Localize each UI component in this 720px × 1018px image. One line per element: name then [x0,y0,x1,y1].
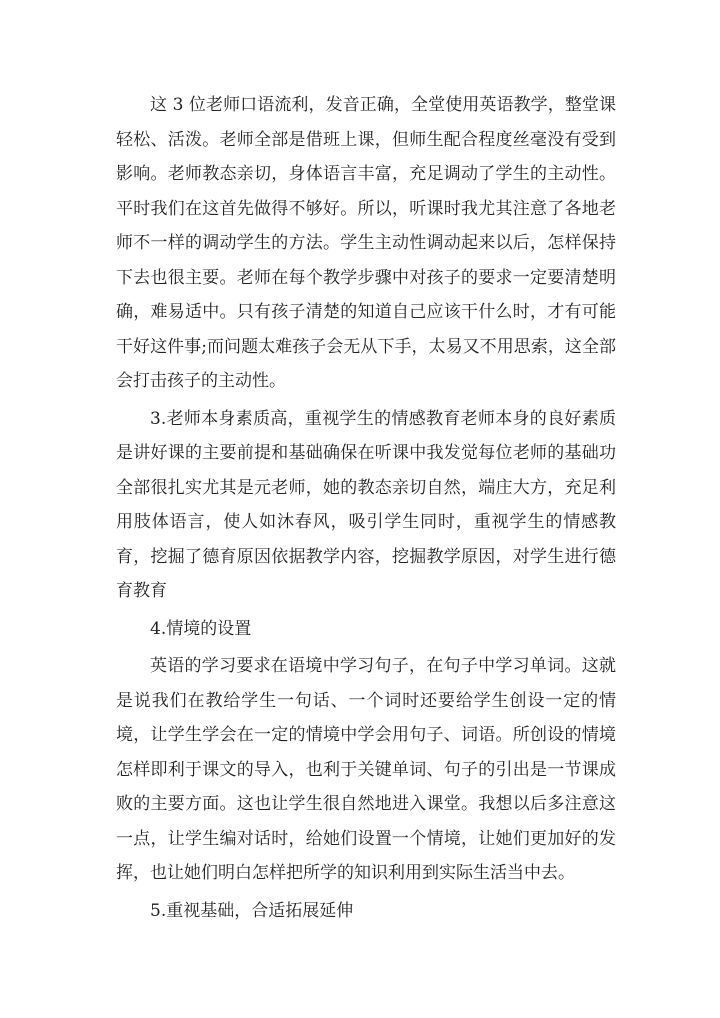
paragraph-teacher-quality: 3.老师本身素质高，重视学生的情感教育老师本身的良好素质是讲好课的主要前提和基础确保在听课中我发觉每位老师的基础功全部很扎实尤其是元老师，她的教态亲切自然，端庄大方，充足利用肢体语言，使人如沐春风，吸引学生同时，重视学生的情感教育，挖掘了德育原因依据教学内容，挖掘教学原因，对学生进行德育教育 [116,408,616,601]
paragraph-situation-setting: 英语的学习要求在语境中学习句子，在句子中学习单词。这就是说我们在教给学生一句话、一个词时还要给学生创设一定的情境，让学生学会在一定的情境中学会用句子、词语。所创设的情境怎样即利于课文的导入，也利于关键单词、句子的引出是一节课成败的主要方面。这也让学生很自然地进入课堂。我想以后多注意这一点，让学生编对话时，给她们设置一个情境，让她们更加好的发挥，也让她们明白怎样把所学的知识利用到实际生活当中去。 [116,656,616,883]
paragraph-teacher-fluency: 这 3 位老师口语流利，发音正确，全堂使用英语教学，整堂课轻松、活泼。老师全部是借班上课，但师生配合程度丝毫没有受到影响。老师教态亲切，身体语言丰富，充足调动了学生的主动性。平时我们在这首先做得不够好。所以，听课时我尤其注意了各地老师不一样的调动学生的方法。学生主动性调动起来以后，怎样保持下去也很主要。老师在每个教学步骤中对孩子的要求一定要清楚明确，难易适中。只有孩子清楚的知道自己应该干什么时，才有可能干好这件事;而问题太难孩子会无从下手，太易又不用思索，这全部会打击孩子的主动性。 [116,95,616,391]
section-heading-situation: 4.情境的设置 [150,618,252,639]
document-body [116,88,616,928]
section-heading-basics: 5.重视基础，合适拓展延伸 [150,900,354,921]
